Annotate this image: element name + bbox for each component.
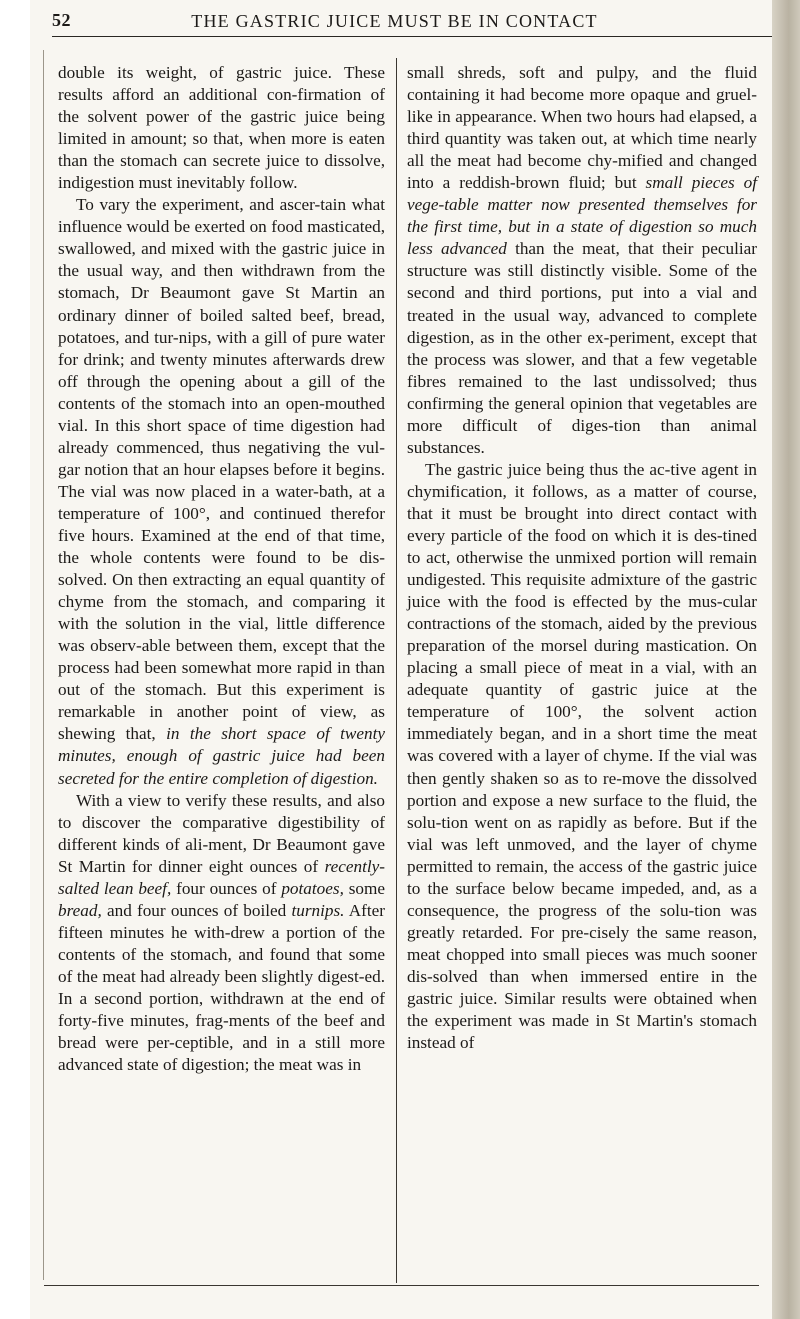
paragraph-text: After fifteen minutes he with-drew a portion of the contents of the stomach, and found that some of the meat had already been slightly digest-ed. In a second portion, withdrawn at the end of forty-five minutes, frag-ments of the beef and bread were per-ceptible, and in a still more advanced state of digestion; the meat was in: [58, 900, 385, 1075]
italic-text: recently-salted lean beef,: [58, 856, 386, 898]
paragraph: [407, 459, 757, 1054]
italic-text: turnips.: [291, 900, 345, 920]
paragraph: [407, 62, 757, 459]
paragraph-text: four ounces of: [176, 878, 277, 898]
page-gutter-shadow: [772, 0, 800, 1319]
page-margin: [0, 0, 30, 1319]
paragraph-text: To vary the experiment, and ascer-tain what influence would be exerted on food masticated, swallowed, and mixed with the gastric juice in the usual way, and then withdrawn from the stomach, Dr Beaumont gave St Martin an ordinary dinner of boiled salted beef, bread, potatoes, and tur-nips, with a gill of pure water for drink; and twenty minutes afterwards drew off through the opening about a gill of the contents of the stomach into an open-mouthed vial. In this short space of time digestion had already commenced, thus negativing the vul-gar notion that an hour elapses before it begins. The vial was now placed in a water-bath, at a temperature of 100°, and continued therefor five hours. Examined at the end of that time, the whole contents were found to be dis-solved. On then extracting an equal quantity of chyme from the stomach, and comparing it with the solution in the vial, little difference was observ-able between them, except that the process had been somewhat more rapid in than out of the stomach. But this experiment is remarkable in another point of view, as shewing that,: [58, 195, 385, 744]
paragraph-text: than the meat, that their peculiar structure was still distinctly visible. Some of the second and third portions, put into a vial and treated in the usual way, advanced to complete digestion, as in the other ex-periment, except that the process was slower, and that a few vegetable fibres remained to the last undissolved; thus confirming the general opinion that vegetables are more difficult of diges-tion than animal substances.: [407, 239, 758, 457]
paragraph-text: and four ounces of boiled: [106, 900, 287, 920]
paragraph-text: double its weight, of gastric juice. These results afford an additional con-firmation of the solvent power of the gastric juice being limited in amount; so that, when more is eaten than the stomach can secrete juice to dissolve, indigestion must inevitably follow.: [58, 63, 385, 193]
left-margin-rule: [43, 50, 44, 1280]
page-number: 52: [52, 10, 71, 30]
page-header: [52, 10, 772, 37]
italic-text: potatoes,: [281, 878, 344, 898]
paragraph: [58, 62, 385, 194]
running-head: THE GASTRIC JUICE MUST BE IN CONTACT: [191, 11, 598, 31]
paragraph: [58, 790, 385, 1077]
paragraph: [58, 194, 385, 789]
paragraph-text: With a view to verify these results, and also to discover the comparative digestibility of different kinds of ali-ment, Dr Beaumont gave St Martin for dinner eight ounces of: [58, 790, 385, 876]
paragraph-text: small shreds, soft and pulpy, and the fluid containing it had become more opaque and gruel-like in appearance. When two hours had elapsed, a third quantity was taken out, at which time nearly all the meat had become chy-mified and changed into a reddish-brown fluid; but: [407, 63, 757, 193]
left-column: [58, 62, 385, 1076]
right-column: [407, 62, 757, 1054]
italic-text: bread,: [58, 900, 102, 920]
paragraph-text: some: [348, 878, 385, 898]
paragraph-text: The gastric juice being thus the ac-tive agent in chymification, it follows, as a matter of course, that it must be brought into direct contact with every particle of the food on which it is des-tined to act, otherwise the unmixed portion will remain undigested. This requisite admixture of the gastric juice with the food is effected by the mus-cular contractions of the stomach, aided by the previous preparation of the morsel during mastication. On placing a small piece of meat in a vial, with an adequate quantity of gastric juice at the temperature of 100°, the solvent action immediately began, and in a short time the meat was covered with a layer of chyme. If the vial was then gently shaken so as to re-move the dissolved portion and expose a new surface to the fluid, the solu-tion went on as rapidly as before. But if the vial was left unmoved, and the layer of chyme permitted to remain, the access of the gastric juice to the surface below became impeded, and, as a consequence, the progress of the solu-tion was greatly retarded. For pre-cisely the same reason, meat chopped into small pieces was much sooner dis-solved than when immersed entire in the gastric juice. Similar results were obtained when the experiment was made in St Martin's stomach instead of: [407, 459, 757, 1053]
italic-text: in the short space of twenty minutes, enough of gastric juice had been secreted for the entire completion of digestion.: [58, 724, 386, 788]
bottom-rule: [44, 1285, 759, 1286]
column-divider: [396, 58, 397, 1283]
italic-text: small pieces of vege-table matter now presented themselves for the first time, but in a state of digestion so much less advanced: [407, 173, 757, 259]
